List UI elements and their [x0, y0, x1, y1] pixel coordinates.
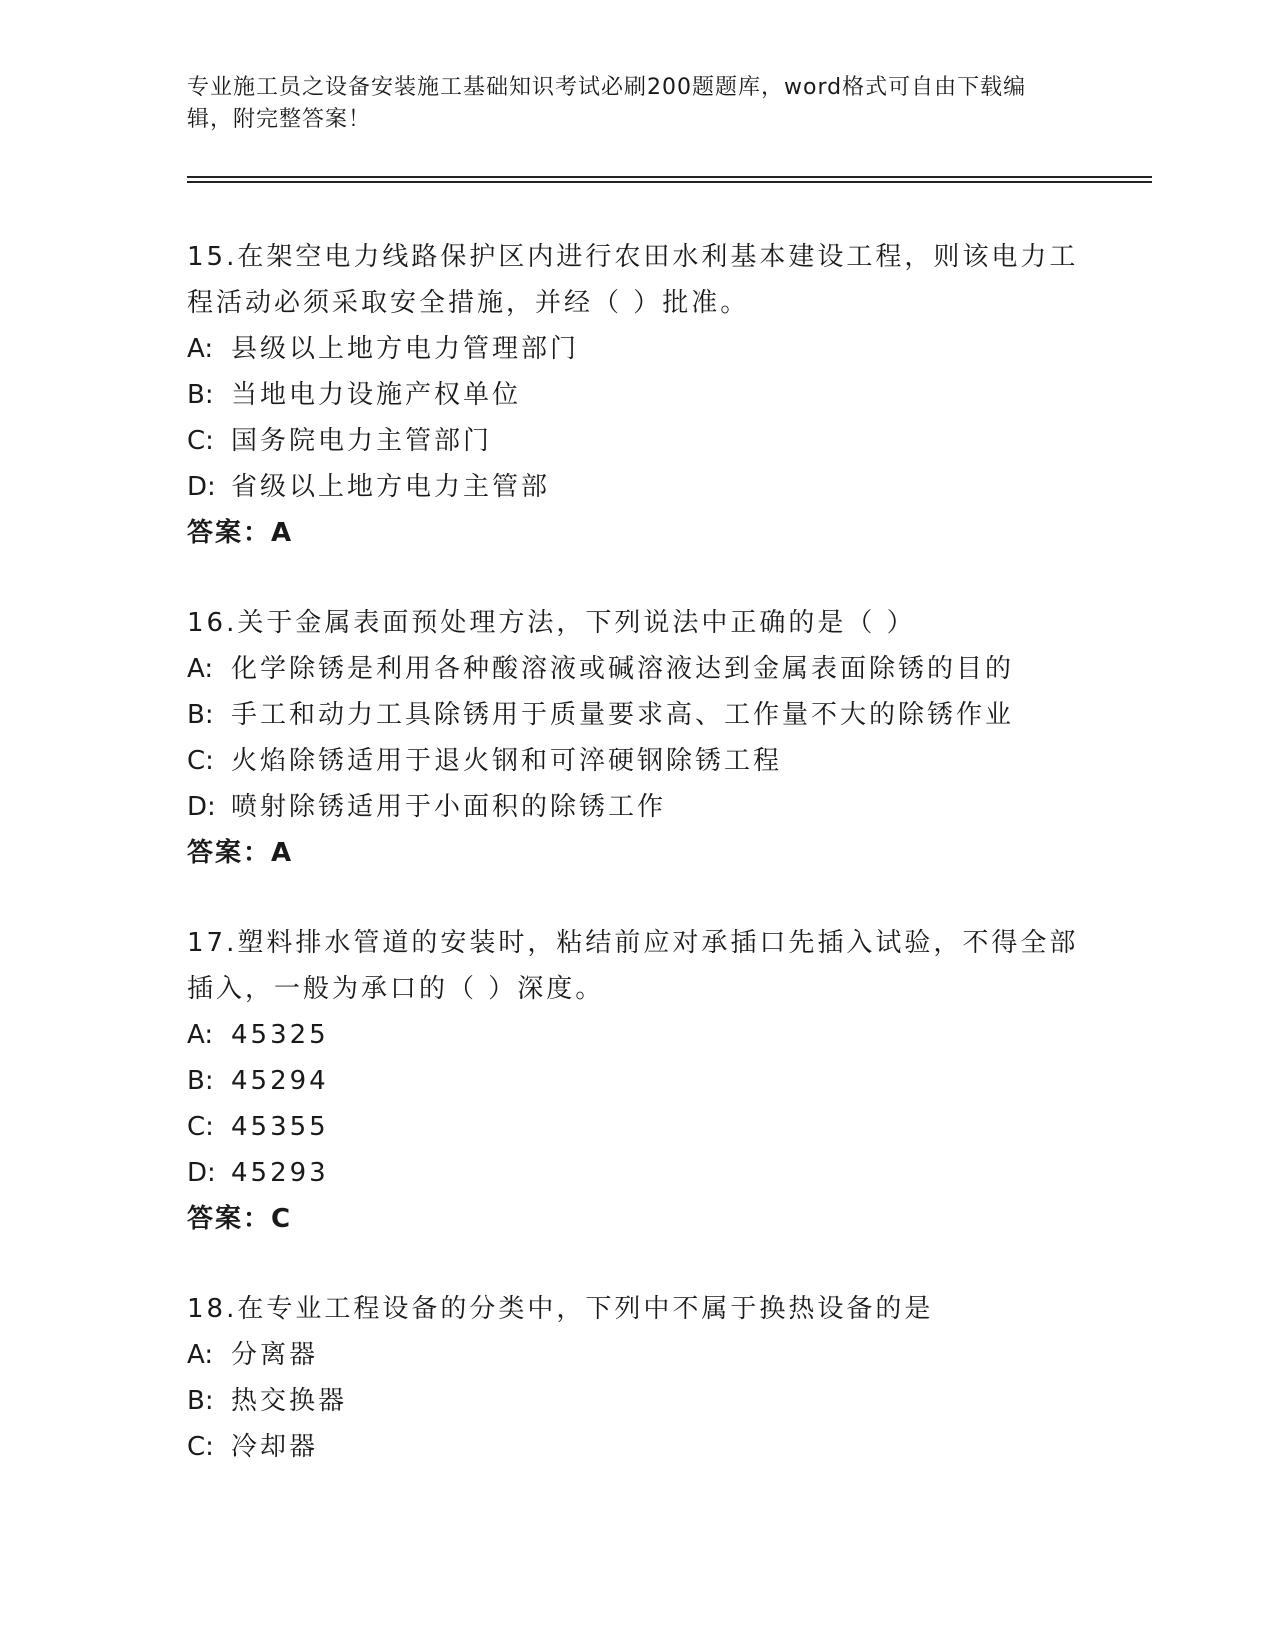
option-letter: D: — [187, 1158, 216, 1188]
option-d — [187, 464, 1107, 510]
option-letter: B: — [187, 1386, 214, 1416]
option-text: 化学除锈是利用各种酸溶液或碱溶液达到金属表面除锈的目的 — [231, 654, 1015, 684]
option-text: 国务院电力主管部门 — [231, 426, 493, 456]
question-15 — [187, 234, 1107, 556]
option-text: 手工和动力工具除锈用于质量要求高、工作量不大的除锈作业 — [231, 700, 1015, 730]
option-letter: C: — [187, 1112, 214, 1142]
question-18 — [187, 1286, 1107, 1470]
option-text: 45293 — [231, 1158, 329, 1188]
answer-line: 答案：C — [187, 1204, 293, 1234]
question-title: 18.在专业工程设备的分类中，下列中不属于换热设备的是 — [187, 1294, 934, 1324]
question-title: 15.在架空电力线路保护区内进行农田水利基本建设工程，则该电力工程活动必须采取安全措施，并经（ ）批准。 — [187, 242, 1079, 318]
question-list — [187, 234, 1107, 1514]
option-text: 45294 — [231, 1066, 329, 1096]
option-text: 分离器 — [231, 1340, 319, 1370]
option-letter: D: — [187, 792, 216, 822]
option-b — [187, 1058, 1107, 1104]
option-b — [187, 372, 1107, 418]
option-text: 县级以上地方电力管理部门 — [231, 334, 580, 364]
option-letter: C: — [187, 1432, 214, 1462]
option-text: 火焰除锈适用于退火钢和可淬硬钢除锈工程 — [231, 746, 783, 776]
question-title: 17.塑料排水管道的安装时，粘结前应对承插口先插入试验，不得全部插入，一般为承口的（ ）深度。 — [187, 928, 1079, 1004]
answer-line: 答案：A — [187, 838, 294, 868]
question-17 — [187, 920, 1107, 1242]
option-text: 45355 — [231, 1112, 329, 1142]
option-c — [187, 418, 1107, 464]
option-c — [187, 738, 1107, 784]
option-text: 冷却器 — [231, 1432, 319, 1462]
option-text: 当地电力设施产权单位 — [231, 380, 522, 410]
option-a — [187, 646, 1107, 692]
option-b — [187, 1378, 1107, 1424]
question-16 — [187, 600, 1107, 876]
option-letter: B: — [187, 700, 214, 730]
option-letter: A: — [187, 1020, 214, 1050]
question-title: 16.关于金属表面预处理方法，下列说法中正确的是（ ） — [187, 608, 916, 638]
option-text: 喷射除锈适用于小面积的除锈工作 — [231, 792, 667, 822]
option-d — [187, 784, 1107, 830]
document-header: 专业施工员之设备安装施工基础知识考试必刷200题题库，word格式可自由下载编辑，附完整答案！ — [187, 75, 1027, 132]
option-a — [187, 1012, 1107, 1058]
option-letter: C: — [187, 746, 214, 776]
header-divider-bottom — [187, 181, 1152, 183]
option-d — [187, 1150, 1107, 1196]
option-text: 热交换器 — [231, 1386, 348, 1416]
option-text: 45325 — [231, 1020, 329, 1050]
option-letter: B: — [187, 380, 214, 410]
option-c — [187, 1104, 1107, 1150]
option-letter: A: — [187, 334, 214, 364]
option-letter: D: — [187, 472, 216, 502]
option-letter: C: — [187, 426, 214, 456]
answer-line: 答案：A — [187, 518, 294, 548]
option-a — [187, 326, 1107, 372]
option-a — [187, 1332, 1107, 1378]
header-divider-top — [187, 176, 1152, 178]
option-letter: A: — [187, 654, 214, 684]
option-letter: A: — [187, 1340, 214, 1370]
option-c — [187, 1424, 1107, 1470]
option-letter: B: — [187, 1066, 214, 1096]
option-text: 省级以上地方电力主管部 — [231, 472, 551, 502]
option-b — [187, 692, 1107, 738]
